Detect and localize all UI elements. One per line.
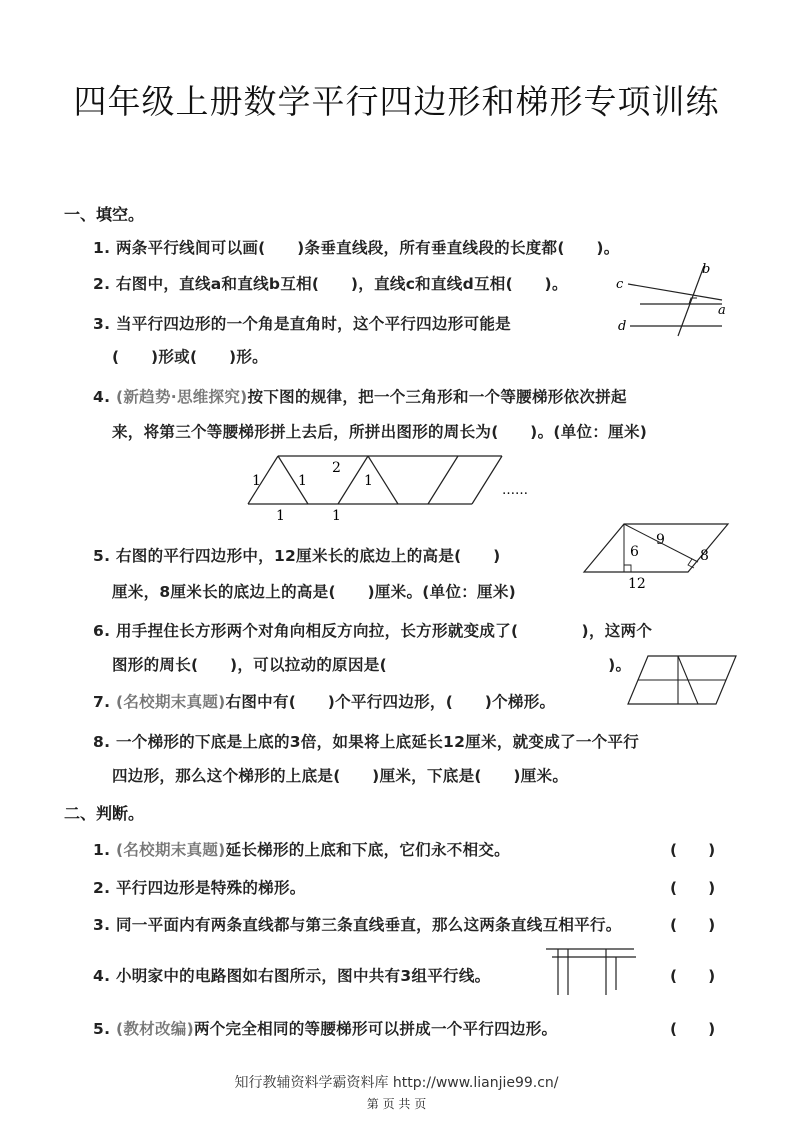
- question-8-line2: 四边形，那么这个梯形的上底是( )厘米，下底是( )厘米。: [112, 767, 569, 785]
- pattern-label-left: 1: [252, 473, 261, 489]
- label-12: 12: [628, 576, 646, 592]
- label-b: b: [702, 262, 711, 277]
- judge-1: [93, 838, 510, 860]
- line-c: [628, 284, 722, 300]
- footer-page: 第 页 共 页: [366, 1097, 427, 1111]
- judge-4-answer-paren: ( ): [670, 967, 716, 985]
- question-7-text: 右图中有( )个平行四边形，( )个梯形。: [225, 693, 556, 711]
- question-8-line1: 8. 一个梯形的下底是上底的3倍，如果将上底延长12厘米，就变成了一个平行: [93, 733, 640, 751]
- section-heading-judge: 二、判断。: [64, 804, 145, 823]
- question-4-number: 4.: [93, 388, 116, 406]
- height-6-right-angle: [624, 565, 631, 572]
- judge-5-tag: (教材改编): [115, 1020, 194, 1038]
- question-7-tag: (名校期末真题): [115, 693, 226, 711]
- judge-1-text: 延长梯形的上底和下底，它们永不相交。: [225, 841, 510, 859]
- pattern-label-bottom1: 1: [276, 508, 285, 524]
- figure-split-parallelogram: [626, 654, 741, 709]
- pattern-label-mid: 1: [298, 473, 307, 489]
- judge-5-number: 5.: [93, 1020, 116, 1038]
- question-3-line1: 3. 当平行四边形的一个角是直角时，这个平行四边形可能是: [93, 315, 511, 333]
- judge-2: 2. 平行四边形是特殊的梯形。: [93, 879, 306, 897]
- question-7-number: 7.: [93, 693, 116, 711]
- question-3-line2: ( )形或( )形。: [112, 348, 268, 366]
- judge-5-text: 两个完全相同的等腰梯形可以拼成一个平行四边形。: [193, 1020, 558, 1038]
- label-8: 8: [700, 548, 709, 564]
- strip-right: [472, 456, 502, 504]
- label-a: a: [718, 303, 726, 318]
- figure-circuit: [544, 945, 639, 1000]
- pattern-label-top: 2: [332, 460, 341, 476]
- section-heading-fill-in: 一、填空。: [64, 205, 145, 224]
- question-7: [93, 690, 555, 712]
- figure-pattern-strip: [240, 450, 550, 530]
- question-4-line1: [93, 385, 627, 407]
- judge-1-answer-paren: ( ): [670, 841, 716, 859]
- judge-1-number: 1.: [93, 841, 116, 859]
- trap2-right: [428, 456, 458, 504]
- judge-3-answer-paren: ( ): [670, 916, 716, 934]
- question-6-line1: 6. 用手捏住长方形两个对角向相反方向拉，长方形就变成了( )，这两个: [93, 622, 653, 640]
- question-4-line2: 来，将第三个等腰梯形拼上去后，所拼出图形的周长为( )。(单位：厘米): [112, 423, 648, 441]
- judge-2-answer-paren: ( ): [670, 879, 716, 897]
- page-title: 四年级上册数学平行四边形和梯形专项训练: [73, 82, 720, 121]
- label-d: d: [618, 319, 627, 334]
- label-6: 6: [630, 544, 639, 560]
- question-2: 2. 右图中，直线a和直线b互相( )，直线c和直线d互相( )。: [93, 275, 568, 293]
- footer-source: 知行教辅资料学霸资料库 http://www.lianjie99.cn/: [234, 1075, 559, 1091]
- question-1: 1. 两条平行线间可以画( )条垂直线段，所有垂直线段的长度都( )。: [93, 239, 620, 257]
- judge-1-tag: (名校期末真题): [115, 841, 226, 859]
- label-9: 9: [656, 532, 665, 548]
- pattern-ellipsis: ……: [502, 483, 528, 498]
- figure-parallelogram-heights: [580, 520, 760, 600]
- question-5-line2: 厘米，8厘米长的底边上的高是( )厘米。(单位：厘米): [112, 583, 517, 601]
- question-5-line1: 5. 右图的平行四边形中，12厘米长的底边上的高是( ): [93, 547, 501, 565]
- judge-5-answer-paren: ( ): [670, 1020, 716, 1038]
- judge-5: [93, 1017, 557, 1039]
- label-c: c: [616, 277, 624, 292]
- judge-3: 3. 同一平面内有两条直线都与第三条直线垂直，那么这两条直线互相平行。: [93, 916, 622, 934]
- pattern-label-bottom2: 1: [332, 508, 341, 524]
- figure-intersecting-lines: [600, 258, 735, 338]
- question-4-text: 按下图的规律，把一个三角形和一个等腰梯形依次拼起: [247, 388, 627, 406]
- pattern-label-right: 1: [364, 473, 373, 489]
- question-6-line2: 图形的周长( )，可以拉动的原因是( )。: [112, 656, 632, 674]
- judge-4: 4. 小明家中的电路图如右图所示，图中共有3组平行线。: [93, 967, 491, 985]
- question-4-tag: (新趋势·思维探究): [115, 388, 248, 406]
